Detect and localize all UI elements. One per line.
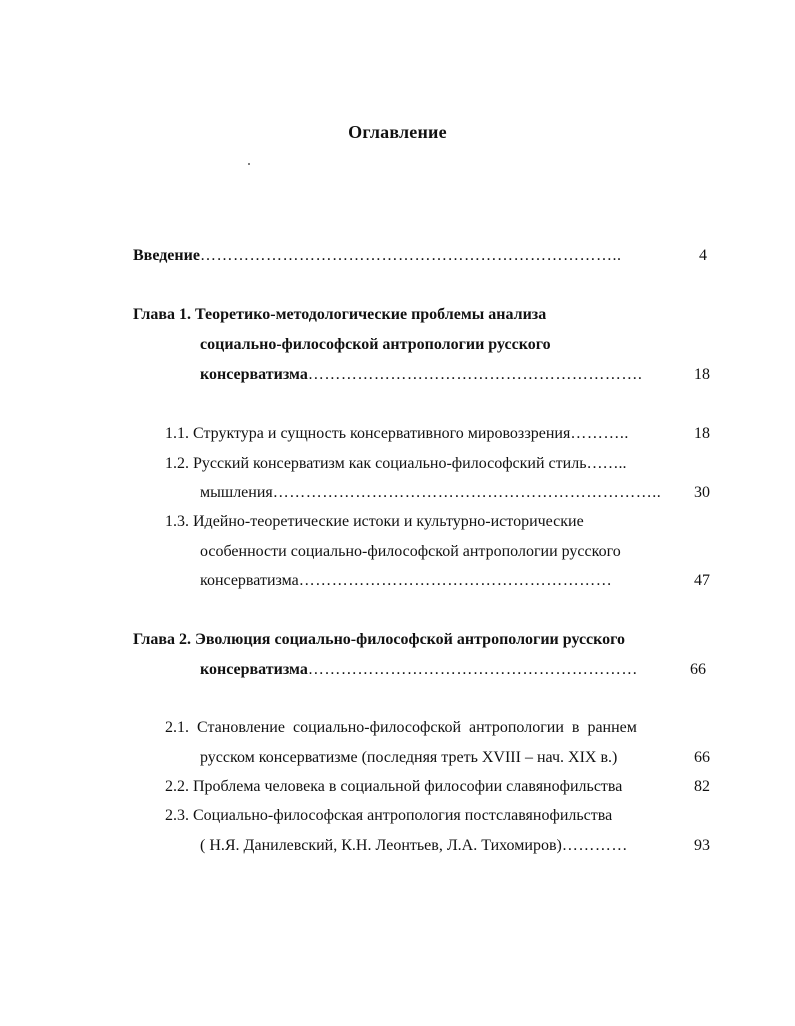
toc-leader-dots: …………………………………………………………….. xyxy=(272,484,662,501)
toc-section-2-3-line-2[interactable] xyxy=(200,836,628,856)
toc-section-2-1-line-2[interactable]: русском консерватизме (последняя треть XVIII – нач. XIX в.) xyxy=(200,749,618,766)
toc-section-1-3-line-1[interactable]: 1.3. Идейно-теоретические истоки и культурно-исторические xyxy=(165,513,584,530)
toc-page-number: 30 xyxy=(694,484,710,501)
toc-page-number: 47 xyxy=(694,572,710,589)
toc-label: мышления xyxy=(200,484,273,501)
toc-section-1-2-line-2[interactable] xyxy=(200,483,661,503)
toc-section-1-1[interactable] xyxy=(165,424,629,444)
scan-speck xyxy=(248,163,250,165)
toc-leader-dots: ………………………………………………… xyxy=(298,572,613,589)
toc-leader-dots: ………… xyxy=(561,837,628,854)
toc-page-number: 66 xyxy=(694,749,710,766)
toc-leader-dots: ……………………………………………………. xyxy=(307,366,643,383)
toc-section-1-3-line-2[interactable]: особенности социально-философской антропологии русского xyxy=(200,543,621,560)
toc-page-number: 66 xyxy=(690,661,706,678)
toc-leader-dots: …………………………………………………… xyxy=(307,661,638,678)
page-title: Оглавление xyxy=(348,122,447,142)
toc-section-1-2-line-1[interactable]: 1.2. Русский консерватизм как социально-философский стиль…….. xyxy=(165,455,627,472)
toc-page-number: 82 xyxy=(694,778,710,795)
toc-label: Введение xyxy=(133,247,200,264)
toc-page-number: 4 xyxy=(699,247,707,264)
toc-leader-dots: ……….. xyxy=(570,425,629,442)
toc-label: консерватизма xyxy=(200,661,308,678)
toc-page-number: 93 xyxy=(694,837,710,854)
toc-chapter-1-line-3[interactable] xyxy=(200,365,642,385)
toc-page-number: 18 xyxy=(694,425,710,442)
toc-chapter-2-line-2[interactable] xyxy=(200,660,638,680)
toc-page-number: 18 xyxy=(694,366,710,383)
toc-chapter-1-line-1[interactable]: Глава 1. Теоретико-методологические проблемы анализа xyxy=(133,306,547,323)
toc-leader-dots: ………………………………………………………………….. xyxy=(199,247,622,264)
toc-label: 1.1. Структура и сущность консервативного мировоззрения xyxy=(165,425,571,442)
toc-section-2-1-line-1[interactable]: 2.1. Становление социально-философской антропологии в раннем xyxy=(165,719,637,736)
toc-section-2-2[interactable]: 2.2. Проблема человека в социальной философии славянофильства xyxy=(165,778,623,795)
toc-label: консерватизма xyxy=(200,366,308,383)
toc-label: ( Н.Я. Данилевский, К.Н. Леонтьев, Л.А. Тихомиров) xyxy=(200,837,562,854)
toc-chapter-1-line-2[interactable]: социально-философской антропологии русского xyxy=(200,336,551,353)
toc-label: консерватизма xyxy=(200,572,299,589)
toc-section-1-3-line-3[interactable] xyxy=(200,571,612,591)
toc-entry-introduction[interactable] xyxy=(133,246,621,266)
toc-chapter-2-line-1[interactable]: Глава 2. Эволюция социально-философской антропологии русского xyxy=(133,631,626,648)
toc-section-2-3-line-1[interactable]: 2.3. Социально-философская антропология постславянофильства xyxy=(165,807,613,824)
